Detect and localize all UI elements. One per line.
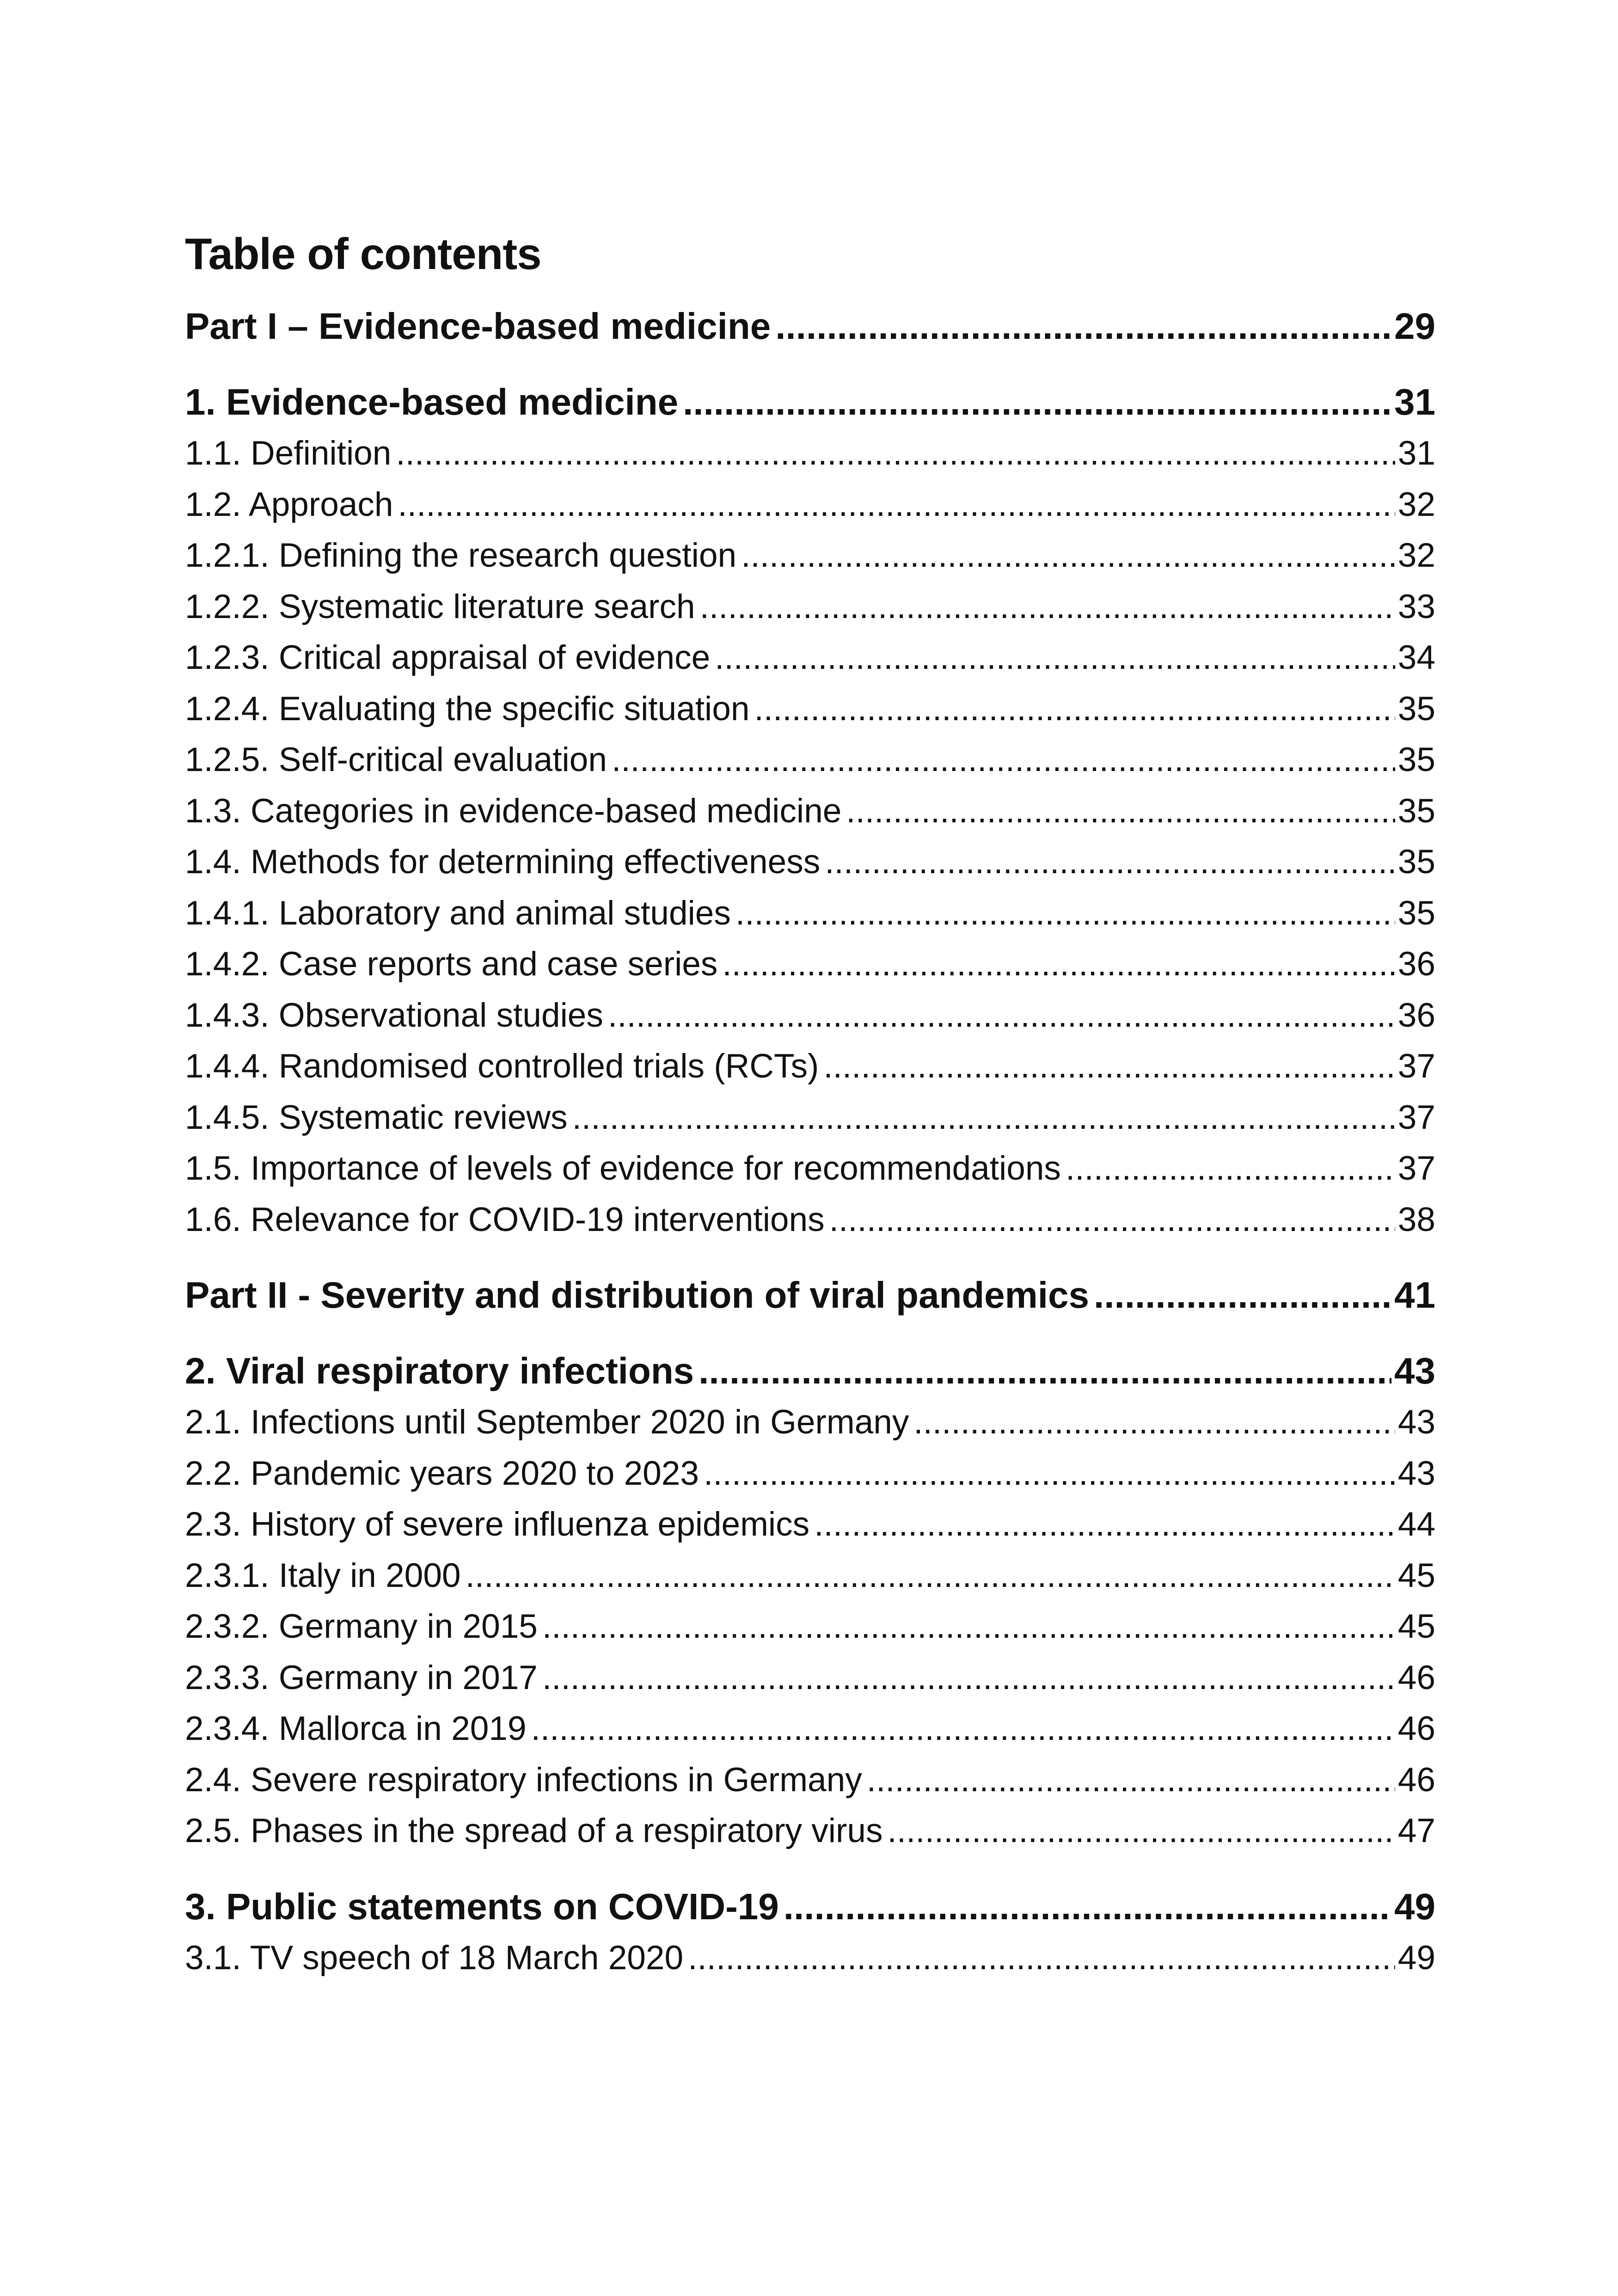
toc-page-number: 37 (1397, 1150, 1435, 1187)
toc-entry-label: 2.3. History of severe influenza epidemics (185, 1506, 810, 1543)
dot-leader (612, 735, 1395, 786)
toc-entry-label: 2. Viral respiratory infections (185, 1350, 694, 1391)
toc-page-number: 29 (1394, 306, 1435, 347)
toc-page-number: 37 (1397, 1098, 1435, 1136)
toc-page-number: 35 (1397, 792, 1435, 830)
toc-page (185, 227, 1435, 1984)
dot-leader (887, 1806, 1395, 1857)
toc-page-number: 44 (1397, 1506, 1435, 1543)
toc-page-number: 32 (1397, 485, 1435, 523)
page-title: Table of contents (185, 229, 541, 279)
toc-page-number: 38 (1397, 1200, 1435, 1238)
toc-page-number: 47 (1397, 1812, 1435, 1849)
toc-entry-label: 2.3.2. Germany in 2015 (185, 1608, 538, 1645)
toc-heading-entry[interactable] (185, 376, 1435, 428)
toc-entry-label: Part II - Severity and distribution of viral pandemics (185, 1274, 1090, 1316)
toc-entry-label: Part I – Evidence-based medicine (185, 306, 771, 347)
dot-leader (542, 1601, 1395, 1653)
dot-leader (829, 1194, 1395, 1246)
dot-leader (823, 1041, 1395, 1092)
dot-leader (700, 582, 1395, 633)
toc-entry[interactable] (185, 428, 1435, 479)
dot-leader (542, 1653, 1395, 1704)
dot-leader (572, 1092, 1395, 1144)
toc-entry-label: 2.5. Phases in the spread of a respiratory virus (185, 1812, 883, 1849)
toc-page-number: 49 (1397, 1939, 1435, 1977)
toc-entry-label: 1. Evidence-based medicine (185, 381, 679, 422)
toc-entry-label: 3. Public statements on COVID-19 (185, 1886, 779, 1927)
toc-entry[interactable] (185, 1806, 1435, 1857)
dot-leader (699, 1345, 1391, 1397)
toc-entry-label: 1.4.4. Randomised controlled trials (RCTs) (185, 1047, 819, 1085)
toc-page-number: 49 (1394, 1886, 1435, 1927)
toc-entry[interactable] (185, 1601, 1435, 1653)
toc-entry[interactable] (185, 939, 1435, 990)
toc-page-number: 32 (1397, 537, 1435, 574)
toc-entry-label: 1.4. Methods for determining effectiveness (185, 843, 821, 881)
toc-list (185, 300, 1435, 1984)
toc-page-number: 37 (1397, 1047, 1435, 1085)
dot-leader (1094, 1269, 1391, 1321)
dot-leader (396, 428, 1395, 479)
toc-entry-label: 2.3.1. Italy in 2000 (185, 1556, 461, 1594)
toc-entry[interactable] (185, 888, 1435, 939)
toc-entry[interactable] (185, 1653, 1435, 1704)
dot-leader (825, 837, 1395, 888)
toc-page-number: 45 (1397, 1556, 1435, 1594)
toc-entry[interactable] (185, 479, 1435, 531)
toc-page-number: 43 (1397, 1403, 1435, 1441)
dot-leader (1066, 1143, 1395, 1194)
toc-page-number: 35 (1397, 843, 1435, 881)
toc-entry-label: 3.1. TV speech of 18 March 2020 (185, 1939, 684, 1977)
toc-heading-entry[interactable] (185, 1269, 1435, 1321)
toc-page-number: 46 (1397, 1659, 1435, 1696)
toc-entry-label: 1.2.5. Self-critical evaluation (185, 741, 607, 778)
dot-leader (608, 990, 1395, 1041)
toc-entry-label: 1.2.2. Systematic literature search (185, 588, 695, 625)
dot-leader (466, 1550, 1395, 1602)
toc-entry[interactable] (185, 1933, 1435, 1984)
toc-page-number: 36 (1397, 945, 1435, 983)
toc-page-number: 46 (1397, 1761, 1435, 1799)
toc-entry[interactable] (185, 990, 1435, 1041)
toc-entry[interactable] (185, 684, 1435, 735)
toc-entry[interactable] (185, 1143, 1435, 1194)
dot-leader (784, 1881, 1391, 1933)
toc-entry[interactable] (185, 1194, 1435, 1246)
toc-page-number: 31 (1397, 435, 1435, 472)
toc-entry[interactable] (185, 1550, 1435, 1602)
toc-entry-label: 1.2.3. Critical appraisal of evidence (185, 639, 711, 676)
toc-entry[interactable] (185, 1755, 1435, 1806)
toc-entry[interactable] (185, 1499, 1435, 1550)
toc-entry-label: 1.5. Importance of levels of evidence for recommendations (185, 1150, 1061, 1187)
toc-entry[interactable] (185, 1397, 1435, 1448)
toc-page-number: 36 (1397, 996, 1435, 1034)
toc-entry-label: 1.4.5. Systematic reviews (185, 1098, 568, 1136)
toc-entry-label: 1.4.1. Laboratory and animal studies (185, 894, 731, 932)
toc-page-number: 43 (1397, 1454, 1435, 1492)
toc-page-number: 35 (1397, 741, 1435, 778)
dot-leader (735, 888, 1395, 939)
dot-leader (867, 1755, 1395, 1806)
dot-leader (741, 530, 1395, 582)
toc-entry[interactable] (185, 735, 1435, 786)
toc-entry-label: 2.4. Severe respiratory infections in Germany (185, 1761, 862, 1799)
toc-entry[interactable] (185, 1041, 1435, 1092)
toc-page-number: 34 (1397, 639, 1435, 676)
toc-entry[interactable] (185, 632, 1435, 684)
toc-page-number: 41 (1394, 1274, 1435, 1316)
dot-leader (398, 479, 1395, 531)
toc-page-number: 33 (1397, 588, 1435, 625)
dot-leader (775, 300, 1391, 352)
dot-leader (531, 1703, 1395, 1755)
toc-page-number: 31 (1394, 381, 1435, 422)
toc-entry-label: 1.1. Definition (185, 435, 392, 472)
toc-heading-entry[interactable] (185, 300, 1435, 352)
toc-page-number: 45 (1397, 1608, 1435, 1645)
dot-leader (683, 376, 1391, 428)
toc-entry-label: 1.6. Relevance for COVID-19 interventions (185, 1200, 825, 1238)
toc-page-number: 35 (1397, 690, 1435, 728)
toc-entry[interactable] (185, 1092, 1435, 1144)
dot-leader (715, 632, 1395, 684)
toc-entry[interactable] (185, 837, 1435, 888)
toc-entry[interactable] (185, 1448, 1435, 1500)
toc-heading-entry[interactable] (185, 1881, 1435, 1933)
dot-leader (814, 1499, 1395, 1550)
toc-page-number: 43 (1394, 1350, 1435, 1391)
dot-leader (754, 684, 1395, 735)
toc-entry-label: 1.4.3. Observational studies (185, 996, 603, 1034)
toc-entry-label: 1.2.1. Defining the research question (185, 537, 737, 574)
toc-entry[interactable] (185, 530, 1435, 582)
toc-entry-label: 2.3.3. Germany in 2017 (185, 1659, 538, 1696)
toc-entry-label: 2.1. Infections until September 2020 in Germany (185, 1403, 909, 1441)
dot-leader (688, 1933, 1395, 1984)
toc-heading-entry[interactable] (185, 1345, 1435, 1397)
toc-entry[interactable] (185, 1703, 1435, 1755)
toc-entry-label: 2.2. Pandemic years 2020 to 2023 (185, 1454, 699, 1492)
toc-page-number: 46 (1397, 1710, 1435, 1747)
toc-entry-label: 1.2. Approach (185, 485, 393, 523)
dot-leader (846, 786, 1395, 837)
dot-leader (722, 939, 1395, 990)
toc-entry[interactable] (185, 786, 1435, 837)
toc-entry-label: 2.3.4. Mallorca in 2019 (185, 1710, 527, 1747)
toc-entry[interactable] (185, 582, 1435, 633)
toc-entry-label: 1.4.2. Case reports and case series (185, 945, 718, 983)
toc-entry-label: 1.2.4. Evaluating the specific situation (185, 690, 750, 728)
dot-leader (704, 1448, 1395, 1500)
toc-entry-label: 1.3. Categories in evidence-based medicine (185, 792, 842, 830)
toc-page-number: 35 (1397, 894, 1435, 932)
dot-leader (913, 1397, 1395, 1448)
